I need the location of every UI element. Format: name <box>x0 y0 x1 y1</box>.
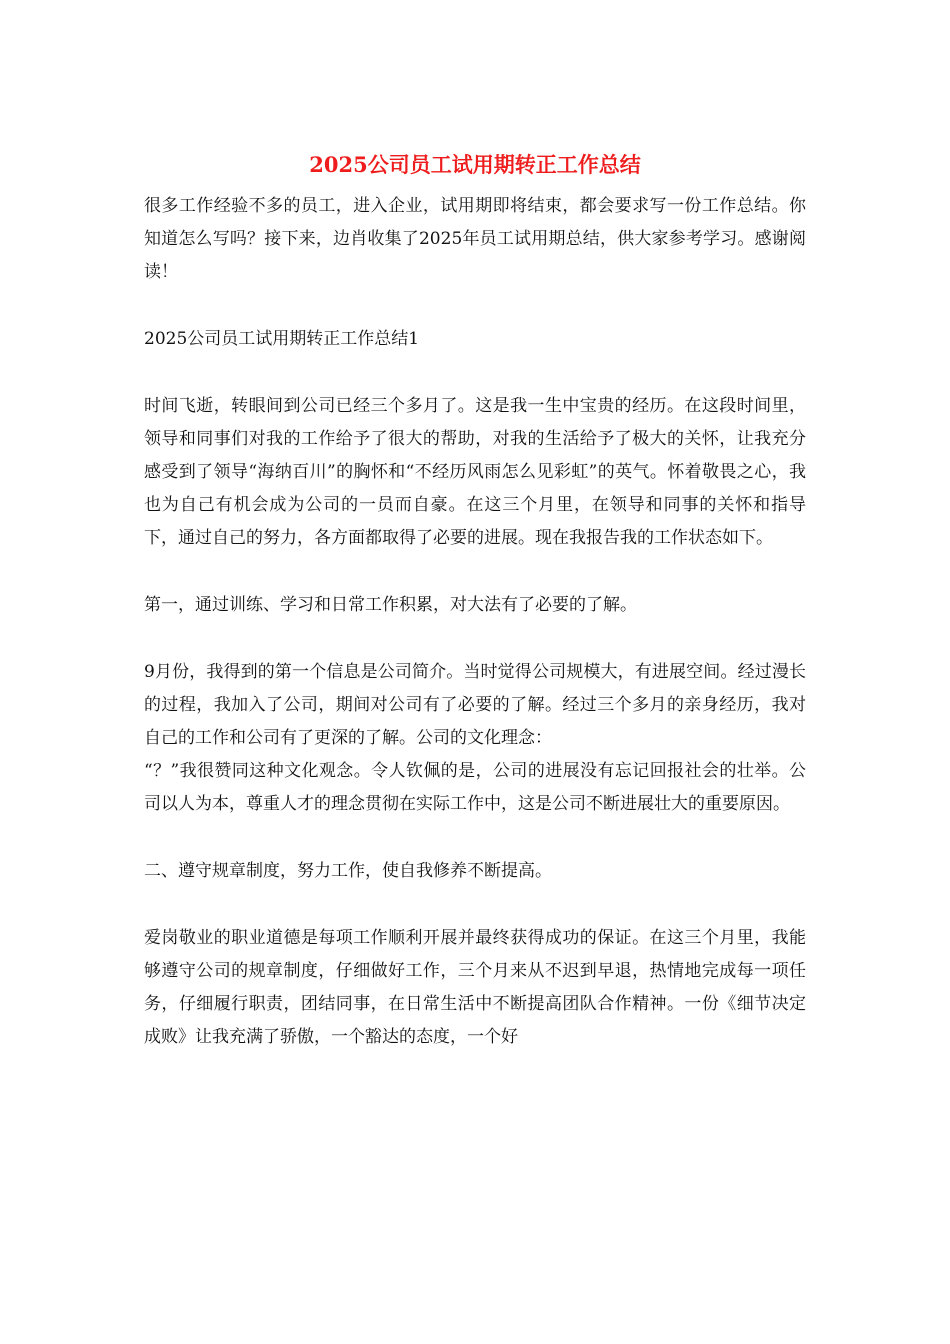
heading-2: 二、遵守规章制度，努力工作，使自我修养不断提高。 <box>144 861 552 881</box>
intro-paragraph: 很多工作经验不多的员工，进入企业，试用期即将结束，都会要求写一份工作总结。你知道怎么写吗？接下来，边肖收集了2025年员工试用期总结，供大家参考学习。感谢阅读！ <box>144 196 806 282</box>
document-body <box>144 190 806 1088</box>
paragraph-2b: “？”我很赞同这种文化观念。令人钦佩的是，公司的进展没有忘记回报社会的壮举。公司以人为本，尊重人才的理念贯彻在实际工作中，这是公司不断进展壮大的重要原因。 <box>144 761 806 814</box>
document-title: 2025公司员工试用期转正工作总结 <box>309 152 641 177</box>
section-subtitle: 2025公司员工试用期转正工作总结1 <box>144 329 420 349</box>
paragraph-2a: 9月份，我得到的第一个信息是公司简介。当时觉得公司规模大，有进展空间。经过漫长的过程，我加入了公司，期间对公司有了必要的了解。经过三个多月的亲身经历，我对自己的工作和公司有了更深的了解。公司的文化理念： <box>144 662 806 748</box>
paragraph-1: 时间飞逝，转眼间到公司已经三个多月了。这是我一生中宝贵的经历。在这段时间里，领导和同事们对我的工作给予了很大的帮助，对我的生活给予了极大的关怀，让我充分感受到了领导“海纳百川”的胸怀和“不经历风雨怎么见彩虹”的英气。怀着敬畏之心，我也为自己有机会成为公司的一员而自豪。在这三个月里，在领导和同事的关怀和指导下，通过自己的努力，各方面都取得了必要的进展。现在我报告我的工作状态如下。 <box>144 396 806 548</box>
paragraph-3: 爱岗敬业的职业道德是每项工作顺利开展并最终获得成功的保证。在这三个月里，我能够遵守公司的规章制度，仔细做好工作，三个月来从不迟到早退，热情地完成每一项任务，仔细履行职责，团结同事，在日常生活中不断提高团队合作精神。一份《细节决定成败》让我充满了骄傲，一个豁达的态度，一个好 <box>144 928 806 1047</box>
heading-1: 第一，通过训练、学习和日常工作积累，对大法有了必要的了解。 <box>144 595 637 615</box>
